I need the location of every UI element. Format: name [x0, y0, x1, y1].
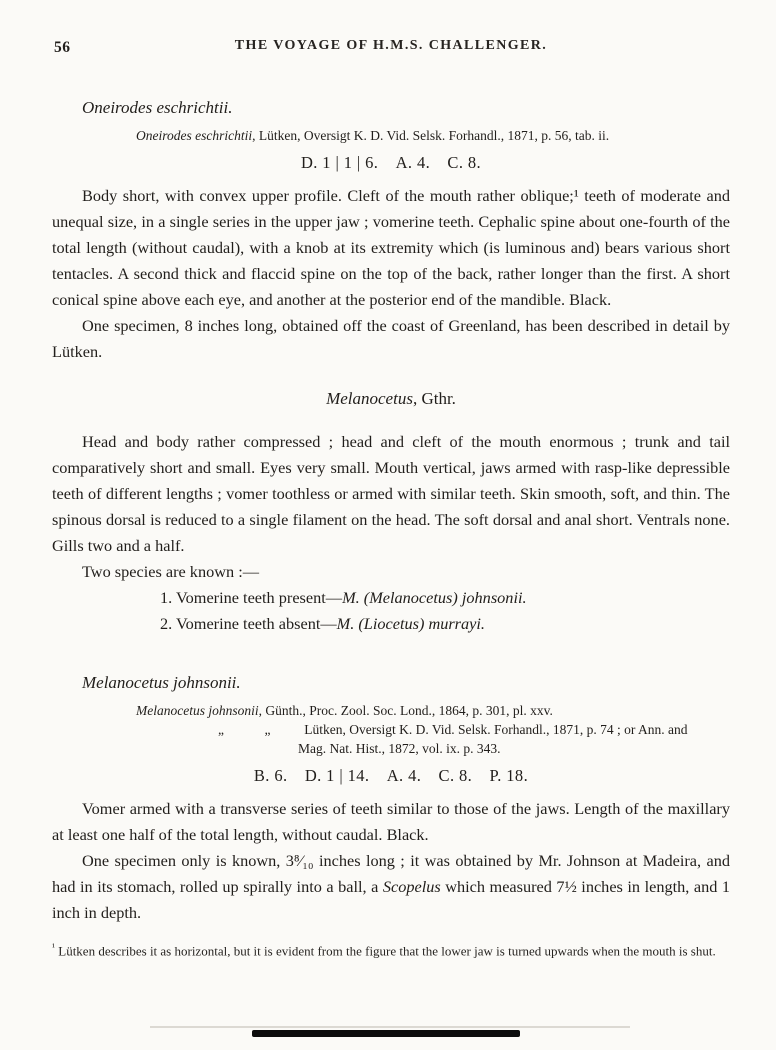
description-paragraph: Body short, with convex upper profile. Cleft of the mouth rather oblique;¹ teeth of moderate and unequal size, in a single series in the upper jaw ; vomerine teeth. Cephalic spine about one-fourth of the total length (without caudal), with a knob at its extremity which (is luminous and) bears various short tentacles. A second thick and flaccid spine on the top of the back, rather longer than the first. A short conical spine above each eye, and another at the posterior end of the mandible. Black. [52, 186, 730, 309]
description-paragraph: Vomer armed with a transverse series of teeth similar to those of the jaws. Length of the maxillary at least one half of the total length, without caudal. Black. [52, 799, 730, 844]
citation-reference: , Günth., Proc. Zool. Soc. Lond., 1864, p. 301, pl. xxv. [258, 703, 553, 718]
page-number: 56 [54, 39, 71, 56]
key-item-species-name: M. (Melanocetus) johnsonii. [342, 588, 527, 607]
species-key-list [160, 585, 730, 637]
citation-line-continuation: Mag. Nat. Hist., 1872, vol. ix. p. 343. [298, 741, 501, 756]
footnote-text: Lütken describes it as horizontal, but it is evident from the figure that the lower jaw is turned upwards when the mouth is shut. [55, 943, 716, 959]
specimen-paragraph: One specimen, 8 inches long, obtained off the coast of Greenland, has been described in detail by Lütken. [52, 316, 730, 361]
fin-ray-formula: B. 6. D. 1 | 14. A. 4. C. 8. P. 18. [253, 766, 529, 785]
prey-genus-name: Scopelus [382, 877, 441, 896]
species-key-item [160, 585, 730, 611]
citation-line [136, 126, 730, 145]
key-item-text: 2. Vomerine teeth absent— [160, 614, 337, 633]
genus-name: Melanocetus [326, 389, 413, 408]
specimen-paragraph [52, 848, 730, 926]
specimen-text: which measured 7½ inches in length, and 1 inch in depth. [52, 877, 731, 922]
species-heading: Oneirodes eschrichtii. [82, 98, 233, 117]
fin-ray-formula: D. 1 | 1 | 6. A. 4. C. 8. [300, 153, 482, 172]
citation-reference: , Lütken, Oversigt K. D. Vid. Selsk. Forhandl., 1871, p. 56, tab. ii. [252, 128, 610, 143]
citation-block [52, 701, 730, 758]
scan-smudge [150, 1026, 630, 1028]
section-oneirodes-eschrichtii [52, 98, 730, 365]
species-known-line: Two species are known :— [82, 562, 260, 581]
genus-description-paragraph: Head and body rather compressed ; head and cleft of the mouth enormous ; trunk and tail comparatively short and small. Eyes very small. Mouth vertical, jaws armed with rasp-like depressible teeth of different lengths ; vomer toothless or armed with similar teeth. Skin smooth, soft, and thin. The spinous dorsal is reduced to a single filament on the head. The soft dorsal and anal short. Ventrals none. Gills two and a half. [52, 432, 730, 555]
citation-line [136, 701, 730, 720]
running-title: THE VOYAGE OF H.M.S. CHALLENGER. [234, 38, 548, 53]
key-item-text: 1. Vomerine teeth present— [160, 588, 343, 607]
citation-species-name: Oneirodes eschrichtii [136, 128, 253, 143]
section-melanocetus-genus [52, 389, 730, 637]
scan-artifact-bar [252, 1030, 520, 1037]
genus-author: , Gthr. [412, 389, 456, 408]
page-header [52, 38, 730, 58]
key-item-species-name: M. (Liocetus) murrayi. [336, 614, 485, 633]
species-heading: Melanocetus johnsonii. [82, 673, 241, 692]
genus-heading [52, 389, 730, 409]
section-melanocetus-johnsonii [52, 673, 730, 926]
specimen-text: One specimen only is known, 3⁸⁄₁₀ inches long ; it was obtained by Mr. Johnson at Madeira, and had in its stomach, rolled up spirally into a ball, a [52, 851, 730, 896]
citation-species-name: Melanocetus johnsonii [136, 703, 259, 718]
footnote-marker: ¹ [52, 942, 55, 953]
citation-line-ditto: „ „ Lütken, Oversigt K. D. Vid. Selsk. Forhandl., 1871, p. 74 ; or Ann. and [218, 722, 688, 737]
footnote [52, 938, 730, 960]
species-key-item [160, 611, 730, 637]
